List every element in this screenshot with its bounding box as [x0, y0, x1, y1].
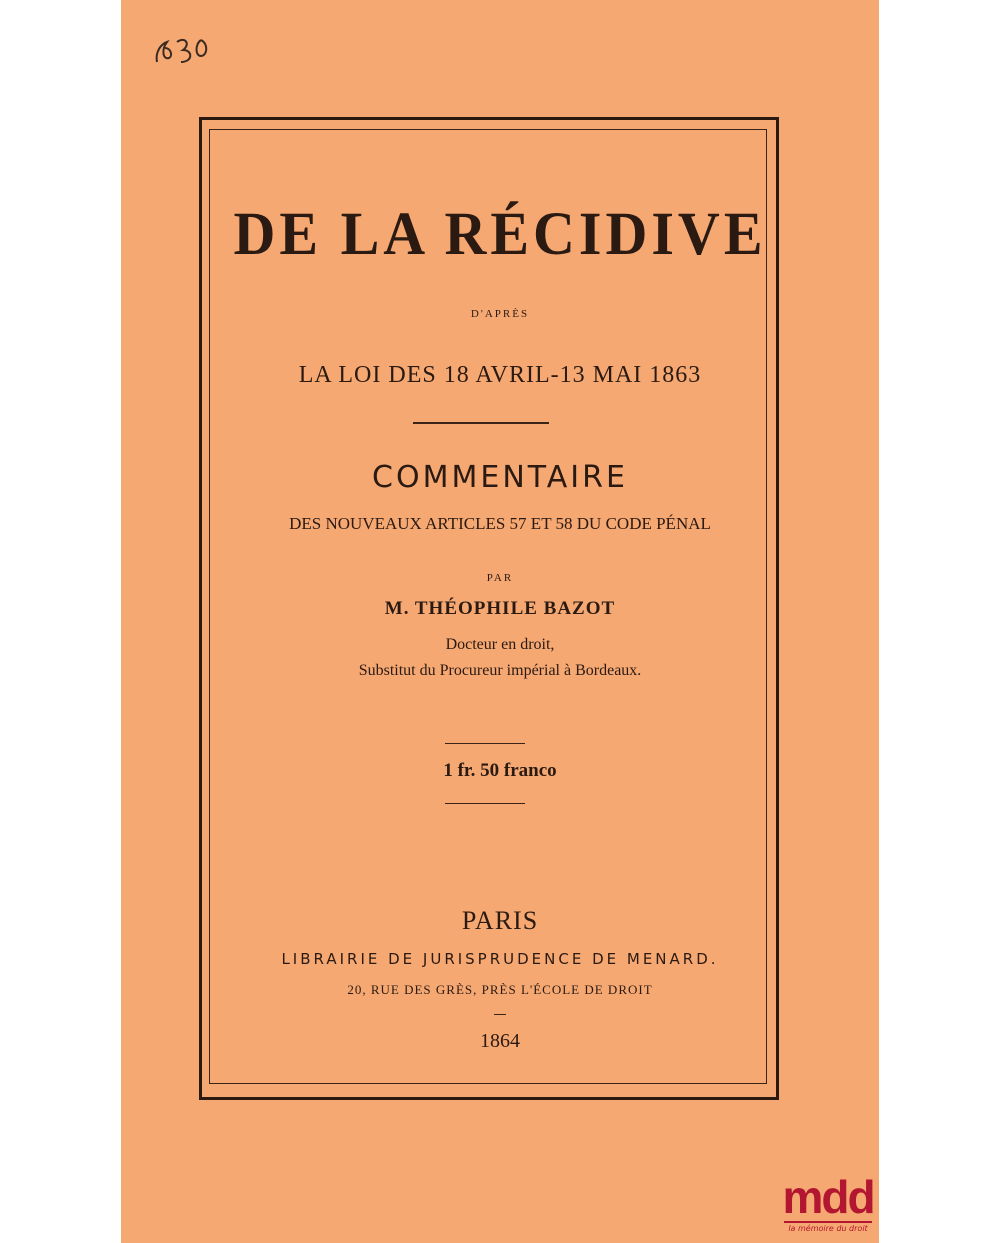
- subtitle-dapres: D'APRÈS: [470, 308, 530, 320]
- author-position: Substitut du Procureur impérial à Bordeaux.: [358, 662, 642, 679]
- book-title: DE LA RÉCIDIVE: [233, 199, 767, 268]
- divider-rule: [413, 422, 549, 424]
- commentaire-heading: COMMENTAIRE: [372, 460, 628, 495]
- author-degree: Docteur en droit,: [445, 636, 555, 653]
- handwritten-annotation: [151, 22, 221, 72]
- publication-year: 1864: [480, 1030, 520, 1052]
- publisher-address: 20, RUE DES GRÈS, PRÈS L'ÉCOLE DE DROIT: [347, 982, 653, 997]
- city-name: PARIS: [461, 906, 539, 935]
- mdd-logo: [778, 1172, 878, 1242]
- author-name: M. THÉOPHILE BAZOT: [384, 598, 616, 619]
- price-label: 1 fr. 50 franco: [443, 760, 557, 781]
- publisher-name: LIBRAIRIE DE JURISPRUDENCE DE MENARD.: [281, 950, 719, 968]
- divider-rule: [445, 743, 525, 744]
- divider-rule: [445, 803, 525, 804]
- articles-line: DES NOUVEAUX ARTICLES 57 ET 58 DU CODE PÉNAL: [289, 514, 711, 533]
- par-label: PAR: [486, 572, 514, 584]
- logo-underline: [784, 1221, 872, 1223]
- logo-text: mdd: [782, 1171, 874, 1223]
- document-cover: [121, 0, 879, 1243]
- law-line: LA LOI DES 18 AVRIL-13 MAI 1863: [298, 362, 702, 388]
- divider-dash: [494, 1014, 506, 1015]
- logo-tagline: la mémoire du droit: [788, 1224, 868, 1233]
